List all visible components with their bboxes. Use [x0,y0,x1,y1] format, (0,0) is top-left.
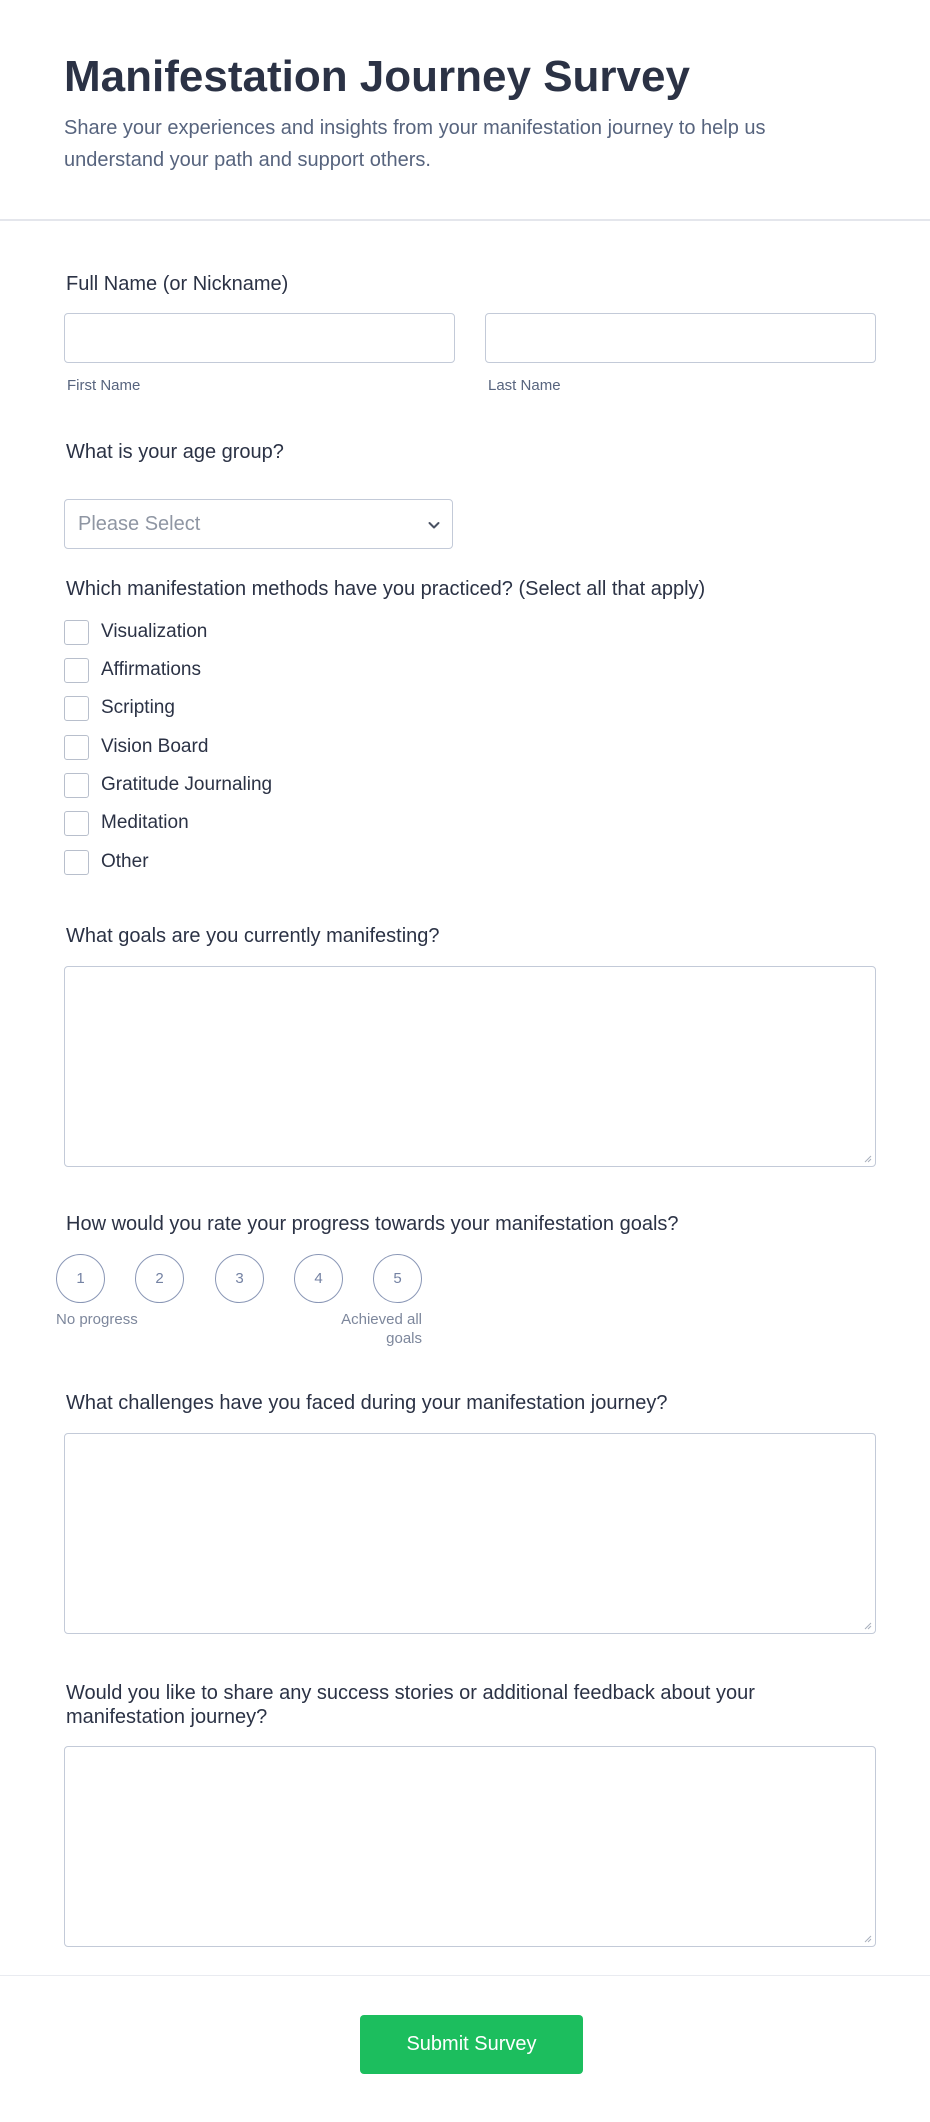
rating-option-4[interactable]: 4 [294,1254,343,1303]
checkbox[interactable] [64,620,89,645]
first-name-input[interactable] [64,313,455,363]
submit-survey-button[interactable]: Submit Survey [360,2015,583,2074]
feedback-label-line1: Would you like to share any success stories or additional feedback about your [66,1682,755,1704]
rating-min-caption: No progress [56,1311,138,1328]
last-name-sublabel: Last Name [488,377,561,394]
method-option-label: Scripting [101,697,175,718]
checkbox[interactable] [64,658,89,683]
progress-label: How would you rate your progress towards your manifestation goals? [66,1213,679,1235]
feedback-textarea[interactable] [64,1746,876,1947]
form-subtitle: Share your experiences and insights from your manifestation journey to help us understand your path and support others. [64,117,766,171]
method-option-label: Vision Board [101,736,209,757]
feedback-label-line2: manifestation journey? [66,1706,268,1728]
rating-max-caption-line2: goals [386,1330,422,1347]
method-option-visualization[interactable] [64,619,207,645]
method-option-label: Visualization [101,621,208,642]
method-option-affirmations[interactable] [64,657,201,683]
checkbox[interactable] [64,850,89,875]
age-group-label: What is your age group? [66,441,284,463]
methods-label: Which manifestation methods have you practiced? (Select all that apply) [66,578,706,600]
resize-handle-icon[interactable] [862,1153,872,1163]
last-name-input[interactable] [485,313,876,363]
rating-max-caption-line1: Achieved all [341,1311,422,1328]
checkbox[interactable] [64,811,89,836]
chevron-down-icon [426,517,442,533]
footer-divider [0,1975,930,1976]
rating-option-5[interactable]: 5 [373,1254,422,1303]
full-name-label: Full Name (or Nickname) [66,273,289,295]
method-option-meditation[interactable] [64,810,189,836]
rating-option-1[interactable]: 1 [56,1254,105,1303]
method-option-label: Other [101,851,149,872]
challenges-textarea[interactable] [64,1433,876,1634]
method-option-scripting[interactable] [64,695,175,721]
goals-label: What goals are you currently manifesting? [66,925,440,947]
checkbox[interactable] [64,773,89,798]
method-option-vision-board[interactable] [64,734,208,760]
progress-section [56,1212,876,1352]
age-group-placeholder: Please Select [78,513,201,535]
methods-section [64,577,876,877]
goals-textarea[interactable] [64,966,876,1167]
form-title: Manifestation Journey Survey [64,52,690,101]
age-group-select[interactable] [64,499,453,549]
age-group-section [64,440,876,552]
challenges-label: What challenges have you faced during your manifestation journey? [66,1392,668,1414]
full-name-section [64,272,876,402]
method-option-label: Gratitude Journaling [101,774,273,795]
goals-section [64,924,876,1169]
rating-max-caption [294,1310,422,1348]
resize-handle-icon[interactable] [862,1933,872,1943]
checkbox[interactable] [64,696,89,721]
feedback-section [64,1681,876,1951]
first-name-sublabel: First Name [67,377,141,394]
resize-handle-icon[interactable] [862,1620,872,1630]
method-option-label: Affirmations [101,659,201,680]
checkbox[interactable] [64,735,89,760]
rating-option-3[interactable]: 3 [215,1254,264,1303]
challenges-section [64,1391,876,1636]
feedback-label [66,1681,876,1729]
method-option-other[interactable] [64,849,149,875]
method-option-label: Meditation [101,812,189,833]
form-header [0,0,930,221]
method-option-gratitude-journaling[interactable] [64,772,272,798]
rating-option-2[interactable]: 2 [135,1254,184,1303]
